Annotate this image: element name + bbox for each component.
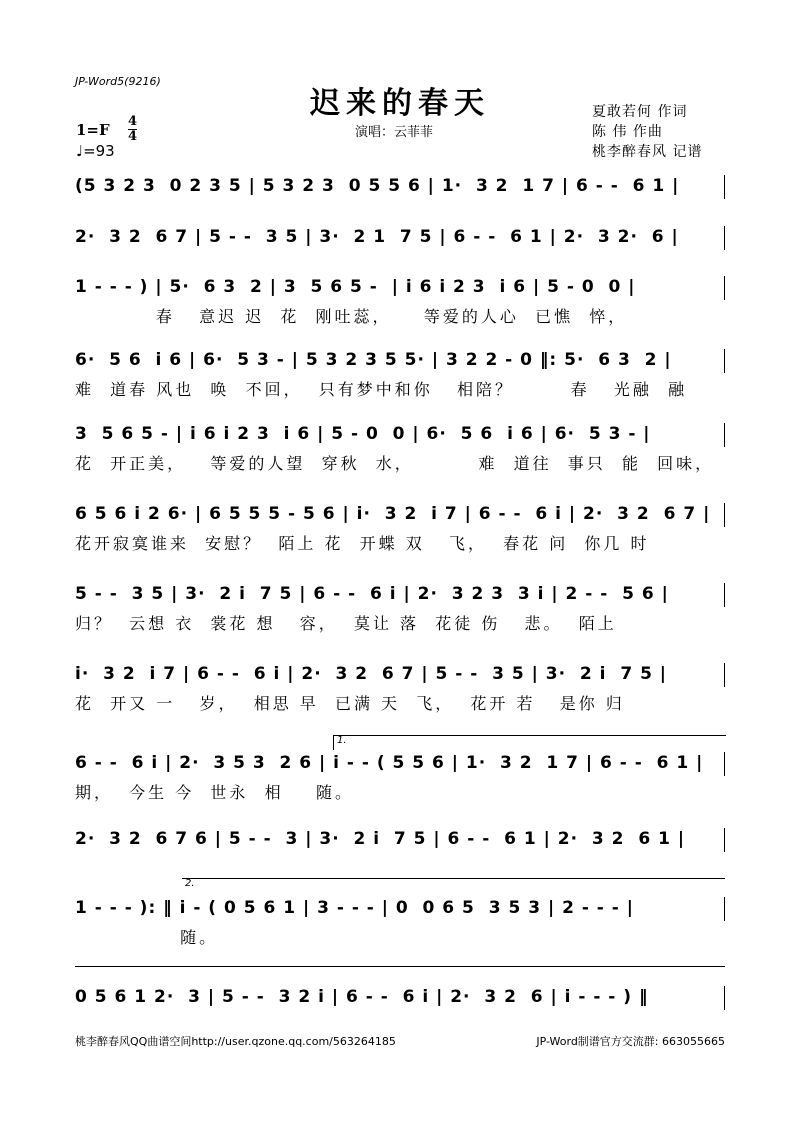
volta-second-label: 2. [185, 878, 195, 889]
notation-line: (5 3 2 3 0 2 3 5 | 5 3 2 3 0 5 5 6 | 1· 3 2 1 7 | 6 - - 6 1 | [75, 176, 680, 196]
time-signature-top: 4 [128, 114, 138, 129]
lyricist-credit: 夏敢若何 作词 [592, 104, 688, 120]
software-label: JP-Word5(9216) [75, 75, 161, 88]
notation-line: 3 5 6 5 - | i 6 i 2 3 i 6 | 5 - 0 0 | 6· 5 6 i 6 | 6· 5 3 - | [75, 424, 651, 444]
notation-line: i· 3 2 i 7 | 6 - - 6 i | 2· 3 2 6 7 | 5 - - 3 5 | 3· 2 i 7 5 | [75, 664, 668, 684]
score-line [75, 750, 725, 800]
notation-line: 2· 3 2 6 7 6 | 5 - - 3 | 3· 2 i 7 5 | 6 - - 6 1 | 2· 3 2 6 1 | [75, 829, 686, 849]
notation-line: 2· 3 2 6 7 | 5 - - 3 5 | 3· 2 1 7 5 | 6 - - 6 1 | 2· 3 2· 6 | [75, 227, 679, 247]
footer-source-link: 桃李醉春风QQ曲谱空间http://user.qzone.qq.com/563264185 [75, 1035, 396, 1048]
tempo-mark: ♩=93 [76, 142, 115, 160]
lyrics-line: 花 开正美， 等爱的人望 穿秋 水， 难 道往 事只 能 回味， [75, 454, 715, 473]
volta-first-label: 1. [337, 735, 347, 746]
volta-first-ending [333, 735, 726, 750]
bar-line [724, 226, 726, 250]
notation-line: 6· 5 6 i 6 | 6· 5 3 - | 5 3 2 3 5 5· | 3 2 2 - 0 ‖: 5· 6 3 2 | [75, 350, 672, 370]
score-line [75, 501, 725, 551]
bar-line [724, 663, 726, 687]
score-line [75, 826, 725, 876]
notation-line: 5 - - 3 5 | 3· 2 i 7 5 | 6 - - 6 i | 2· 3 2 3 3 i | 2 - - 5 6 | [75, 584, 669, 604]
footer-group-info: JP-Word制谱官方交流群: 663055665 [536, 1035, 725, 1048]
lyrics-line: 春 意迟 迟 花 刚吐蕊， 等爱的人心 已憔 悴， [75, 307, 628, 326]
bar-line [724, 986, 726, 1010]
transcriber-credit: 桃李醉春风 记谱 [592, 144, 703, 160]
lyrics-line: 花开寂寞谁来 安慰？ 陌上 花 开蝶 双 飞， 春花 问 你几 时 [75, 534, 650, 553]
lyrics-line [75, 858, 725, 880]
time-signature [128, 116, 137, 143]
composer-credit: 陈 伟 作曲 [592, 124, 663, 140]
lyrics-line: 随。 [75, 928, 219, 947]
key-signature: 1=F [76, 121, 110, 139]
score-line [75, 581, 725, 631]
bar-line [724, 276, 726, 300]
bar-line [724, 752, 726, 776]
notation-line: 6 - - 6 i | 2· 3 5 3 2 6 | i - - ( 5 5 6 | 1· 3 2 1 7 | 6 - - 6 1 | [75, 753, 704, 773]
notation-line: 6 5 6 i 2 6· | 6 5 5 5 - 5 6 | i· 3 2 i 7 | 6 - - 6 i | 2· 3 2 6 7 | [75, 504, 711, 524]
time-signature-bottom: 4 [128, 129, 138, 144]
notation-line: 1 - - - ) | 5· 6 3 2 | 3 5 6 5 - | i 6 i 2 3 i 6 | 5 - 0 0 | [75, 277, 636, 297]
lyrics-line: 难 道春 风也 唤 不回， 只有梦中和你 相陪？ 春 光融 融 [75, 380, 688, 399]
score-line [75, 173, 725, 223]
score-line [75, 274, 725, 324]
bar-line [724, 503, 726, 527]
singer-credit: 演唱：云菲菲 [355, 125, 434, 140]
score-line [75, 347, 725, 397]
notation-line: 0 5 6 1 2· 3 | 5 - - 3 2 i | 6 - - 6 i | 2· 3 2 6 | i - - - ) ‖ [75, 987, 649, 1007]
score-line [75, 421, 725, 471]
score-line [75, 895, 725, 945]
lyrics-line: 花 开又 一 岁， 相思 早 已满 天 飞， 花开 若 是你 归 [75, 694, 625, 713]
score-line [75, 224, 725, 274]
song-title: 迟来的春天 [310, 86, 490, 121]
continuation-bracket [75, 966, 725, 981]
credits [592, 102, 702, 162]
volta-second-ending [182, 878, 725, 893]
bar-line [724, 897, 726, 921]
bar-line [724, 349, 726, 373]
score-line [75, 661, 725, 711]
lyrics-line: 期， 今生 今 世永 相 随。 [75, 783, 354, 802]
bar-line [724, 175, 726, 199]
bar-line [724, 828, 726, 852]
bar-line [724, 583, 726, 607]
score-line [75, 984, 725, 1034]
bar-line [724, 423, 726, 447]
notation-line: 1 - - - ): ‖ i - ( 0 5 6 1 | 3 - - - | 0 0 6 5 3 5 3 | 2 - - - | [75, 898, 634, 918]
lyrics-line: 归？ 云想 衣 裳花 想 容， 莫让 落 花徒 伤 悲。 陌上 [75, 614, 617, 633]
